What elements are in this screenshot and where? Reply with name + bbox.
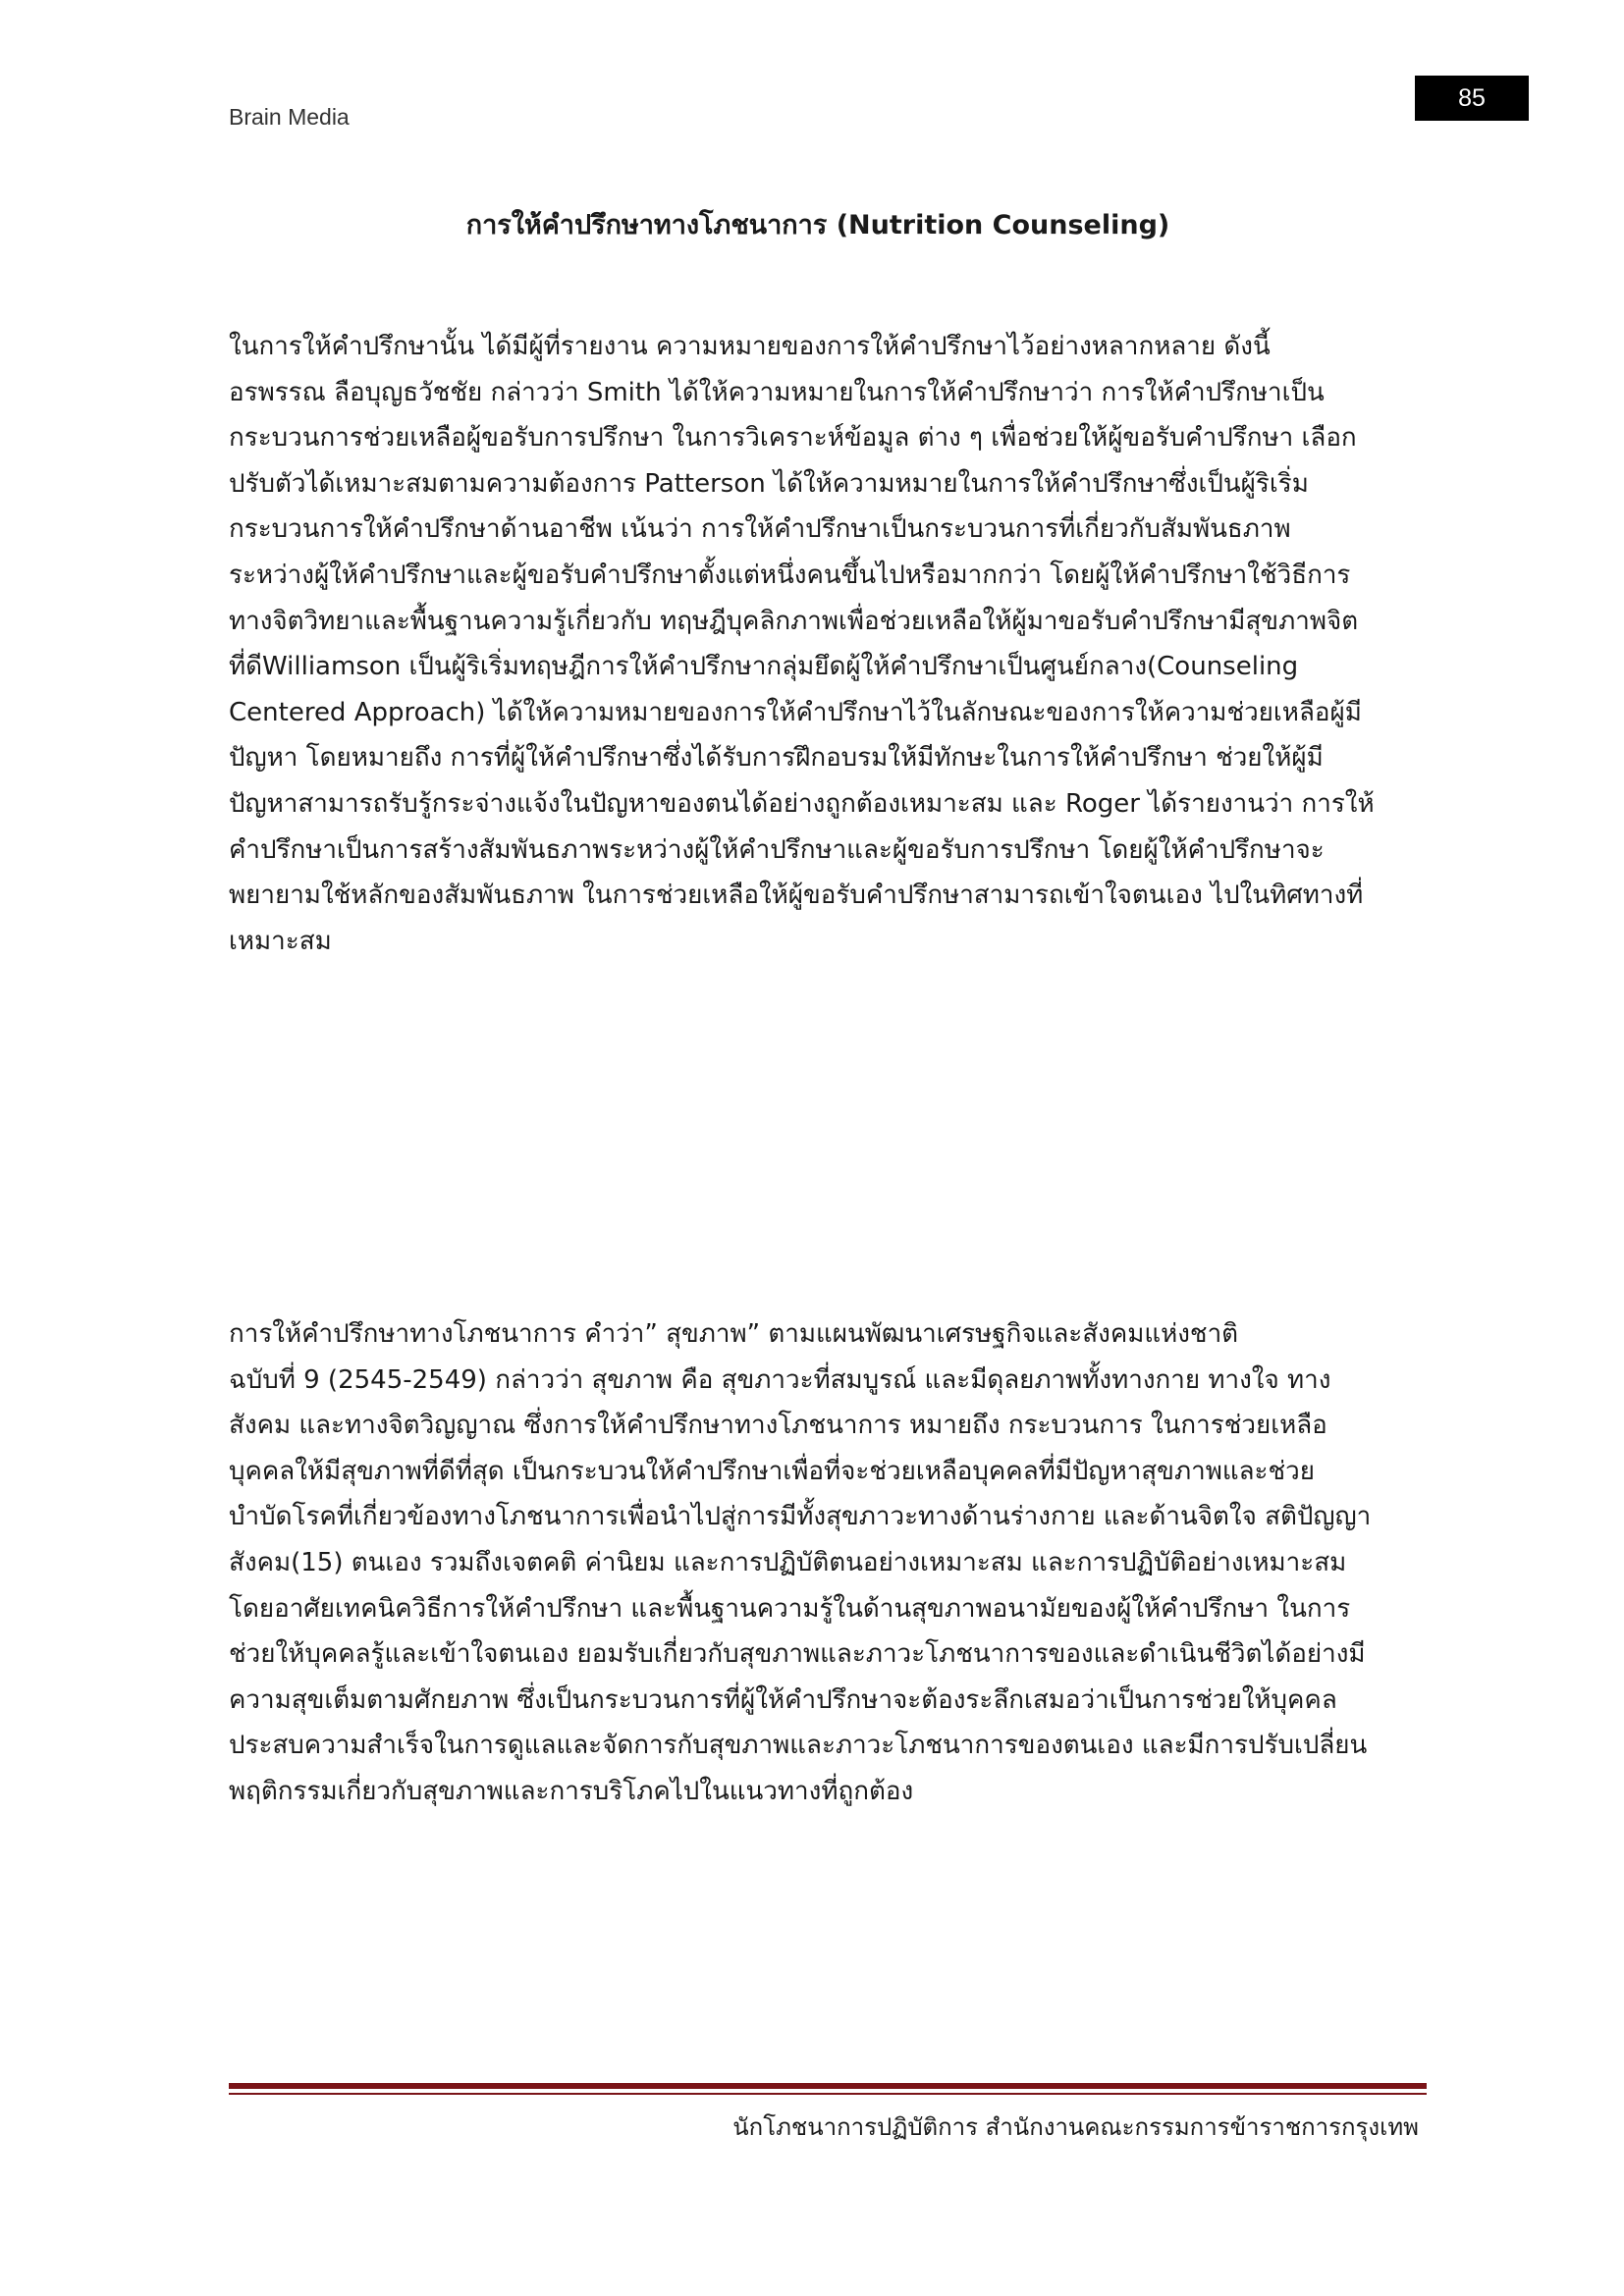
footer-rule-thin bbox=[229, 2093, 1427, 2095]
page-number: 85 bbox=[1415, 76, 1529, 121]
document-title: การให้คำปรึกษาทางโภชนาการ (Nutrition Counseling) bbox=[465, 210, 1170, 240]
paragraph-definition: ในการให้คำปรึกษานั้น ได้มีผู้ที่รายงาน ความหมายของการให้คำปรึกษาไว้อย่างหลากหลาย ดังนี้ อรพรรณ ลือบุญธวัชชัย กล่าวว่า Smith ได้ให้ความหมายในการให้คำปรึกษาว่า การให้คำปรึกษาเป็น กระบวนการช่วยเหลือผู้ขอรับการปรึกษา ในการวิเคราะห์ข้อมูล ต่าง ๆ เพื่อช่วยให้ผู้ขอรับคำปรึกษา เลือก ปรับตัวได้เหมาะสมตามความต้องการ Patterson ได้ให้ความหมายในการให้คำปรึกษาซึ่งเป็นผู้ริเริ่ม กระบวนการให้คำปรึกษาด้านอาชีพ เน้นว่า การให้คำปรึกษาเป็นกระบวนการที่เกี่ยวกับสัมพันธภาพ ระหว่างผู้ให้คำปรึกษาและผู้ขอรับคำปรึกษาตั้งแต่หนึ่งคนขึ้นไปหรือมากกว่า โดยผู้ให้คำปรึกษาใช้วิธีการ ทางจิตวิทยาและพื้นฐานความรู้เกี่ยวกับ ทฤษฎีบุคลิกภาพเพื่อช่วยเหลือให้ผู้มาขอรับคำปรึกษามีสุขภาพจิต ที่ดีWilliamson เป็นผู้ริเริ่มทฤษฎีการให้คำปรึกษากลุ่มยึดผู้ให้คำปรึกษาเป็นศูนย์กลาง(Counseling Centered Approach) ได้ให้ความหมายของการให้คำปรึกษาไว้ในลักษณะของการให้ความช่วยเหลือผู้มี ปัญหา โดยหมายถึง การที่ผู้ให้คำปรึกษาซึ่งได้รับการฝึกอบรมให้มีทักษะในการให้คำปรึกษา ช่วยให้ผู้มี ปัญหาสามารถรับรู้กระจ่างแจ้งในปัญหาของตนได้อย่างถูกต้องเหมาะสม และ Roger ได้รายงานว่า การให้ คำปรึกษาเป็นการสร้างสัมพันธภาพระหว่างผู้ให้คำปรึกษาและผู้ขอรับการปรึกษา โดยผู้ให้คำปรึกษาจะ พยายามใช้หลักของสัมพันธภาพ ในการช่วยเหลือให้ผู้ขอรับคำปรึกษาสามารถเข้าใจตนเอง ไปในทิศทางที่ เหมาะสม bbox=[229, 332, 1375, 956]
footer-rule-thick bbox=[229, 2083, 1427, 2089]
footer-organization: นักโภชนาการปฏิบัติการ สำนักงานคณะกรรมการข้าราชการกรุงเทพ bbox=[732, 2113, 1419, 2141]
header-brand: Brain Media bbox=[229, 104, 350, 130]
paragraph-nutrition-counseling: การให้คำปรึกษาทางโภชนาการ คำว่า” สุขภาพ” ตามแผนพัฒนาเศรษฐกิจและสังคมแห่งชาติ ฉบับที่ 9 (2545-2549) กล่าวว่า สุขภาพ คือ สุขภาวะที่สมบูรณ์ และมีดุลยภาพทั้งทางกาย ทางใจ ทาง สังคม และทางจิตวิญญาณ ซึ่งการให้คำปรึกษาทางโภชนาการ หมายถึง กระบวนการ ในการช่วยเหลือ บุคคลให้มีสุขภาพที่ดีที่สุด เป็นกระบวนให้คำปรึกษาเพื่อที่จะช่วยเหลือบุคคลที่มีปัญหาสุขภาพและช่วย บำบัดโรคที่เกี่ยวข้องทางโภชนาการเพื่อนำไปสู่การมีทั้งสุขภาวะทางด้านร่างกาย และด้านจิตใจ สติปัญญา สังคม(15) ตนเอง รวมถึงเจตคติ ค่านิยม และการปฏิบัติตนอย่างเหมาะสม และการปฏิบัติอย่างเหมาะสม โดยอาศัยเทคนิควิธีการให้คำปรึกษา และพื้นฐานความรู้ในด้านสุขภาพอนามัยของผู้ให้คำปรึกษา ในการ ช่วยให้บุคคลรู้และเข้าใจตนเอง ยอมรับเกี่ยวกับสุขภาพและภาวะโภชนาการของและดำเนินชีวิตได้อย่างมี ความสุขเต็มตามศักยภาพ ซึ่งเป็นกระบวนการที่ผู้ให้คำปรึกษาจะต้องระลึกเสมอว่าเป็นการช่วยให้บุคคล ประสบความสำเร็จในการดูแลและจัดการกับสุขภาพและภาวะโภชนาการของตนเอง และมีการปรับเปลี่ยน พฤติกรรมเกี่ยวกับสุขภาพและการบริโภคไปในแนวทางที่ถูกต้อง bbox=[229, 1319, 1372, 1806]
